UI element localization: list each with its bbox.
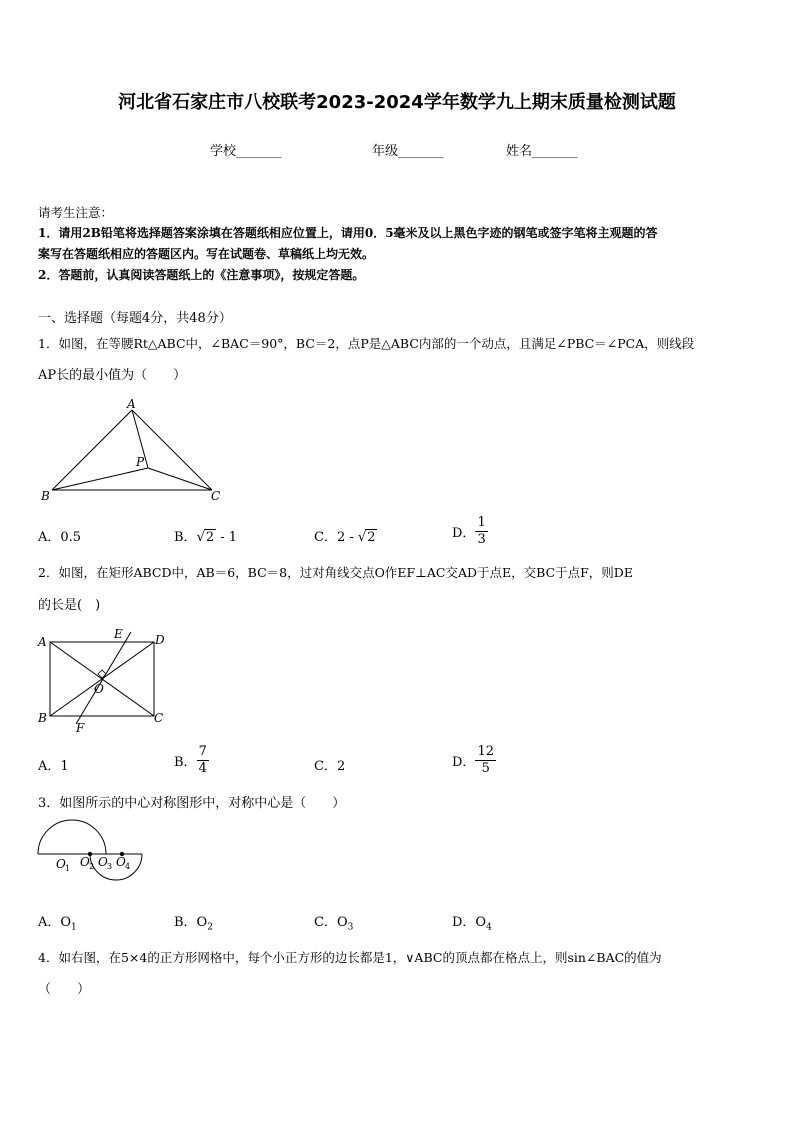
page-title: 河北省石家庄市八校联考2023-2024学年数学九上期末质量检测试题 <box>118 92 676 113</box>
school-field: 学校_______ <box>210 144 282 159</box>
q3-label-O3: O <box>98 855 108 869</box>
notice-line-2: 2．答题前，认真阅读答题纸上的《注意事项》，按规定答题。 <box>38 268 365 282</box>
q2-option-b: B． $\frac{7}{4}$ <box>174 744 207 776</box>
q1-label-C: C <box>211 489 221 503</box>
q2-label-O: O <box>94 682 104 696</box>
name-field: 姓名_______ <box>506 144 578 159</box>
q2-label-B: B <box>38 711 47 725</box>
q1-label-B: B <box>41 489 50 503</box>
q2-option-c: C．2 <box>314 759 346 774</box>
notice-line-1: 1．请用2B铅笔将选择题答案涂填在答题纸相应位置上，请用0．5毫米及以上黑色字迹的钢笔或签字笔将主观题的答 <box>38 226 658 240</box>
notice-line-1b: 案写在答题纸相应的答题区内。写在试题卷、草稿纸上均无效。 <box>38 247 375 261</box>
q3-label-O2: O <box>80 855 90 869</box>
q1-text-line2: AP长的最小值为（ ） <box>38 368 187 383</box>
q2-text-line1: 2．如图，在矩形ABCD中，AB＝6，BC＝8，过对角线交点O作EF⊥AC交AD于点E，交BC于点F，则DE <box>38 565 633 580</box>
grade-field: 年级_______ <box>372 144 444 159</box>
q2-label-F: F <box>76 721 85 735</box>
q2-label-C: C <box>154 711 164 725</box>
q1-label-P: P <box>136 455 145 469</box>
q4-text-line2: （ ） <box>38 982 91 997</box>
q3-semicircle-figure <box>34 818 150 884</box>
q3-label-sub4: 4 <box>125 862 131 871</box>
q2-option-d: D． $\frac{12}{5}$ <box>452 744 494 776</box>
q1-label-A: A <box>127 397 136 411</box>
q4-text-line1: 4．如右图，在5×4的正方形网格中，每个小正方形的边长都是1，∨ABC的顶点都在格点上，则sin∠BAC的值为 <box>38 950 662 965</box>
q1-option-d: D． $\frac{1}{3}$ <box>452 515 486 547</box>
q3-label-O4: O <box>116 855 126 869</box>
q2-label-D: D <box>155 633 165 647</box>
q1-option-b: B．√2 - 1 <box>174 530 238 545</box>
q2-text-line2: 的长是( ) <box>38 598 101 613</box>
notice-heading: 请考生注意： <box>38 205 114 220</box>
q2-label-E: E <box>114 627 123 641</box>
q1-option-a: A．0.5 <box>38 530 82 545</box>
q3-label-sub1: 1 <box>65 864 71 873</box>
q1-text-line1: 1．如图，在等腰Rt△ABC中，∠BAC＝90°，BC＝2，点P是△ABC内部的一个动点，且满足∠PBC＝∠PCA，则线段 <box>38 336 695 351</box>
q3-label-sub2: 2 <box>89 862 95 871</box>
q3-option-a: A．$O_1$ <box>38 915 77 933</box>
q3-option-c: C．$O_3$ <box>314 915 354 933</box>
q2-label-A: A <box>38 635 47 649</box>
q2-option-a: A．1 <box>38 759 69 774</box>
q2-rectangle-figure <box>34 624 174 736</box>
q3-option-d: D．$O_4$ <box>452 915 492 933</box>
q1-triangle-figure <box>36 396 226 506</box>
q3-label-O1: O <box>56 857 66 871</box>
q3-text-line1: 3．如图所示的中心对称图形中，对称中心是（ ） <box>38 796 346 811</box>
q3-label-sub3: 3 <box>107 862 113 871</box>
q1-option-c: C．2 - √2 <box>314 530 376 545</box>
q3-option-b: B．$O_2$ <box>174 915 213 933</box>
section-heading: 一、选择题（每题4分，共48分） <box>38 311 232 326</box>
